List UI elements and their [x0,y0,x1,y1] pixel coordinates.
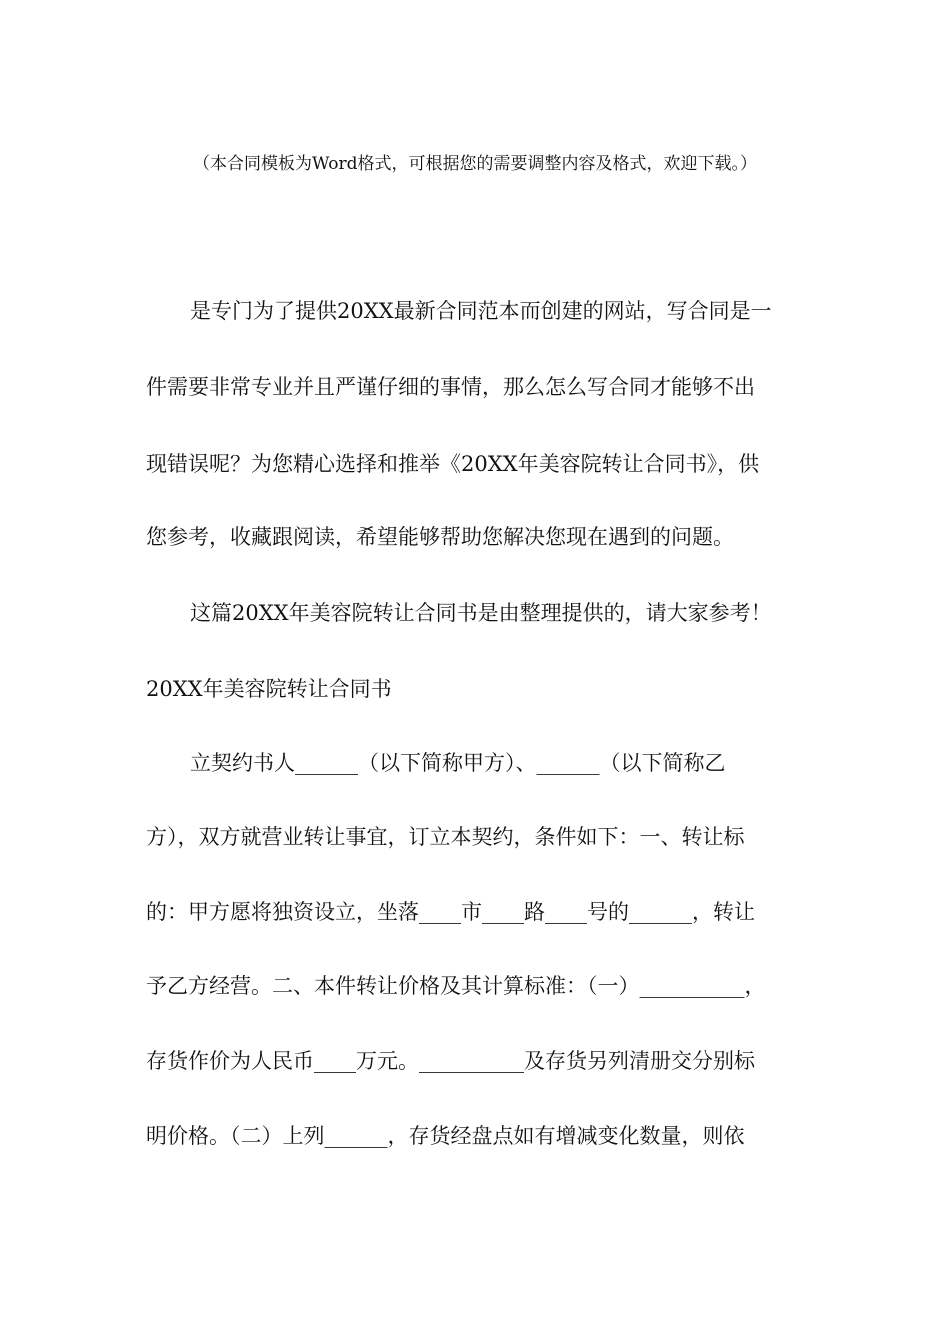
contract-line-4: 予乙方经营。二、本件转让价格及其计算标准：（一）__________， [146,974,766,998]
contract-line-3: 的：甲方愿将独资设立，坐落____市____路____号的______，转让 [146,900,755,924]
source-note: 这篇20XX年美容院转让合同书是由整理提供的，请大家参考！ [190,601,772,625]
intro-line-4: 您参考，收藏跟阅读，希望能够帮助您解决您现在遇到的问题。 [146,525,734,549]
template-format-note: （本合同模板为Word格式，可根据您的需要调整内容及格式，欢迎下载。） [192,154,758,174]
intro-line-3: 现错误呢？为您精心选择和推举《20XX年美容院转让合同书》，供 [146,452,760,476]
contract-line-2: 方），双方就营业转让事宜，订立本契约，条件如下：一、转让标 [146,825,745,849]
contract-line-6: 明价格。（二）上列______，存货经盘点如有增减变化数量，则依 [146,1124,745,1148]
contract-line-1: 立契约书人______（以下简称甲方）、______（以下简称乙 [190,751,726,775]
contract-title: 20XX年美容院转让合同书 [146,677,392,701]
intro-line-1: 是专门为了提供20XX最新合同范本而创建的网站，写合同是一 [190,299,772,323]
intro-line-2: 件需要非常专业并且严谨仔细的事情，那么怎么写合同才能够不出 [146,375,755,399]
contract-line-5: 存货作价为人民币____万元。__________及存货另列清册交分别标 [146,1049,755,1073]
